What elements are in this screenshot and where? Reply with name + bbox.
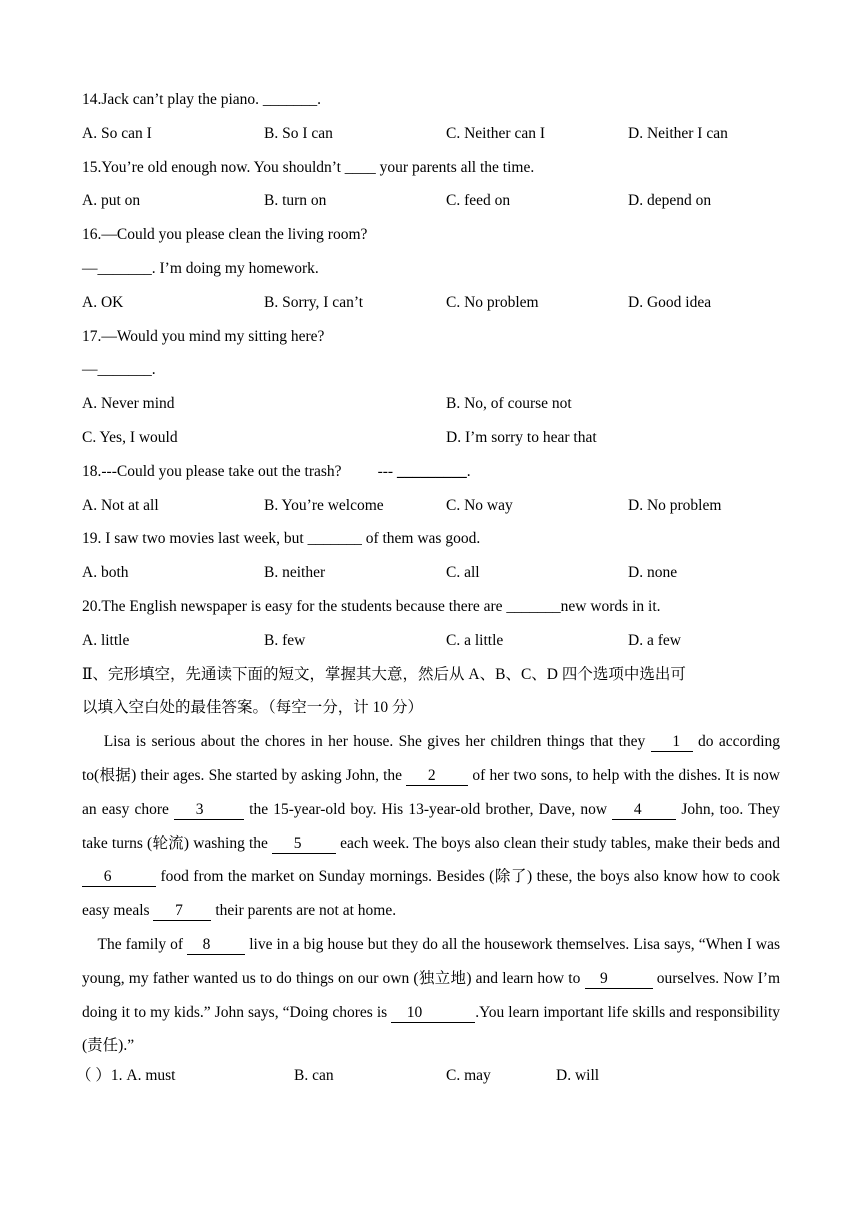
option-c[interactable]: C. Neither can I (446, 124, 545, 142)
section-2-heading-line2: 以填入空白处的最佳答案。（每空一分，计 10 分） (82, 699, 424, 717)
question-19-options (82, 560, 780, 594)
option-b[interactable]: B. So I can (264, 124, 333, 142)
option-a[interactable]: A. little (82, 631, 130, 649)
cloze-q1-option-b[interactable]: B. can (294, 1067, 334, 1085)
option-c[interactable]: C. feed on (446, 192, 511, 210)
passage-paragraph-1: Lisa is serious about the chores in her house. She gives her children things that they 1 do according to(根据) their ages. She started by asking John, the 2 of her two sons, to help with the dishes. It is now an easy chore 3 the 15-year-old boy. His 13-year-old brother, Dave, now 4 John, too. They take turns (轮流) washing the 5 each week. The boys also clean their study tables, make their beds and 6 food from the market on Sunday mornings. Besides (除了) these, the boys also know how to cook easy meals 7 their parents are not at home. (82, 733, 781, 920)
option-b[interactable]: B. No, of course not (446, 395, 572, 413)
question-17-response: —_______. (82, 361, 156, 379)
section-2-heading-line1: Ⅱ、完形填空，先通读下面的短文，掌握其大意，然后从 A、B、C、D 四个选项中选出可 (82, 665, 686, 683)
cloze-q1-option-d[interactable]: D. will (556, 1067, 600, 1085)
option-d[interactable]: D. I’m sorry to hear that (446, 428, 597, 446)
blank-7[interactable]: 7 (153, 902, 211, 921)
question-17-options-row1 (82, 391, 780, 425)
option-c[interactable]: C. Yes, I would (82, 428, 178, 446)
option-d[interactable]: D. Good idea (628, 293, 712, 311)
question-15-stem: 15.You’re old enough now. You shouldn’t ____ your parents all the time. (82, 158, 535, 176)
option-c[interactable]: C. No problem (446, 293, 539, 311)
option-c[interactable]: C. all (446, 564, 480, 582)
question-18-stem (82, 459, 780, 493)
cloze-q1-option-a[interactable]: （ ）1. A. must (76, 1067, 176, 1085)
option-d[interactable]: D. No problem (628, 496, 722, 514)
option-b[interactable]: B. few (264, 631, 306, 649)
blank-9[interactable]: 9 (585, 970, 653, 989)
option-c[interactable]: C. No way (446, 496, 513, 514)
question-18-period: . (466, 462, 471, 480)
question-18-blank: _________ (396, 462, 467, 480)
option-a[interactable]: A. both (82, 564, 129, 582)
question-18-prompt: 18.---Could you please take out the trash? (82, 462, 342, 480)
passage-paragraph-2: The family of 8 live in a big house but they do all the housework themselves. Lisa says, “When I was young, my father wanted us to do things on our own (独立地) and learn how to 9 ourselves. Now I’m doing it to my kids.” John says, “Doing chores is 10 .You learn important life skills and responsibility (责任).” (82, 935, 780, 1055)
exam-content (76, 87, 781, 1097)
question-18-options (82, 493, 780, 527)
question-20-stem: 20.The English newspaper is easy for the students because there are _______new words in it. (82, 597, 661, 615)
blank-10[interactable]: 10 (391, 1004, 475, 1023)
question-16-stem: 16.—Could you please clean the living room? (82, 226, 368, 244)
question-19-stem: 19. I saw two movies last week, but _______ of them was good. (82, 530, 481, 548)
option-a[interactable]: A. put on (82, 192, 141, 210)
option-d[interactable]: D. depend on (628, 192, 712, 210)
option-d[interactable]: D. Neither I can (628, 124, 728, 142)
question-20-options (82, 628, 780, 662)
option-a[interactable]: A. Not at all (82, 496, 159, 514)
blank-2[interactable]: 2 (406, 767, 468, 786)
option-b[interactable]: B. turn on (264, 192, 327, 210)
question-14-options (82, 121, 780, 155)
blank-8[interactable]: 8 (187, 936, 245, 955)
question-15-options (82, 188, 780, 222)
blank-3[interactable]: 3 (174, 801, 244, 820)
blank-1[interactable]: 1 (651, 733, 693, 752)
option-a[interactable]: A. OK (82, 293, 124, 311)
option-b[interactable]: B. Sorry, I can’t (264, 293, 364, 311)
question-16-options (82, 290, 780, 324)
cloze-question-1 (76, 1063, 780, 1097)
option-b[interactable]: B. neither (264, 564, 326, 582)
blank-6[interactable]: 6 (82, 868, 156, 887)
option-b[interactable]: B. You’re welcome (264, 496, 384, 514)
option-c[interactable]: C. a little (446, 631, 504, 649)
option-a[interactable]: A. Never mind (82, 395, 175, 413)
cloze-q1-option-c[interactable]: C. may (446, 1067, 491, 1085)
option-a[interactable]: A. So can I (82, 124, 152, 142)
blank-4[interactable]: 4 (612, 801, 676, 820)
question-18-reply-dash: --- (377, 462, 397, 480)
question-16-response: —_______. I’m doing my homework. (82, 259, 319, 277)
question-17-options-row2 (82, 425, 780, 459)
question-17-stem: 17.—Would you mind my sitting here? (82, 327, 325, 345)
option-d[interactable]: D. a few (628, 631, 681, 649)
question-14-stem: 14.Jack can’t play the piano. _______. (82, 91, 322, 108)
blank-5[interactable]: 5 (272, 835, 336, 854)
option-d[interactable]: D. none (628, 564, 678, 582)
